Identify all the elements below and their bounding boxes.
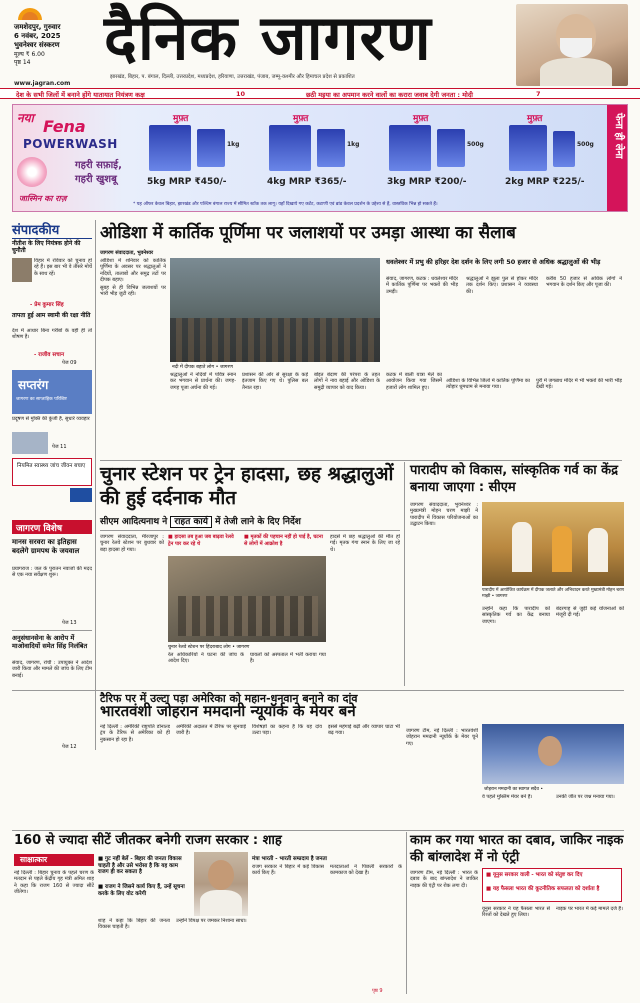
story3-photo xyxy=(482,502,624,586)
modi-photo xyxy=(516,4,628,86)
page-count: पृष्ठ 14 xyxy=(14,59,31,66)
interview-bullet1: ■ गुट नहीं बेलें - बिहार की जनता विकास चाहती है और उसे भरोसा है कि यह काम राजग ही कर सकता है xyxy=(98,856,182,876)
headline-shah[interactable]: 160 से ज्यादा सीटें जीतकर बनेगी राजग सरकार : शाह xyxy=(14,833,282,848)
pack-free-weight: 500g xyxy=(577,141,594,148)
story4-col1: नई दिल्ली : अमेरिकी राष्ट्रपति डोनाल्ड ट्रंप के टैरिफ से अमेरिका को ही नुकसान हो रहा है। xyxy=(100,724,170,743)
saptrang-photo xyxy=(12,432,48,454)
story2-photo xyxy=(168,556,326,642)
page-ref: पेज 09 xyxy=(62,360,77,366)
story1-col7: पुरी में जगन्नाथ मंदिर में भी भक्तों की भारी भीड़ देखी गई। xyxy=(536,378,622,391)
story6-col1: नई दिल्ली : बिहार चुनाव के पहले चरण के मतदान से पहले केंद्रीय गृह मंत्री अमित शाह ने कहा कि राजग 160 से ज्यादा सीटें जीतेगा। xyxy=(14,870,94,896)
subhead-part1: सीएम आदित्यनाथ ने xyxy=(100,517,168,527)
story1-col2: श्रद्धालुओं ने नदियों में पवित्र स्नान कर भगवान से प्रार्थना की। जगह-जगह पूजा अर्चना की गई। xyxy=(170,372,236,391)
ad-tag2: गहरी खुशबू xyxy=(75,174,117,185)
ad-pack-4 xyxy=(505,111,605,199)
story5-photo-caption: जोहरान ममदानी का स्वागत सदैव • xyxy=(484,787,544,792)
edition: भुवनेश्वर संस्करण xyxy=(14,41,60,49)
story2-col3: हादसे में छह श्रद्धालुओं की मौत हो गई। मृतक गंगा स्नान के लिए जा रहे थे। xyxy=(330,534,400,553)
city-date: जमशेदपुर, गुरुवार xyxy=(14,23,61,31)
strip-left-text[interactable]: देश के सभी जिलों में बनाने होंगे यातायात नियंत्रण कक्ष xyxy=(16,91,145,99)
story3-col3: बंदरगाह से जुड़ी कई योजनाओं को मंजूरी दी गई। xyxy=(556,606,624,619)
ad-pack-2 xyxy=(265,111,375,199)
story3-photo-caption: पारादीप में आयोजित कार्यक्रम में दीपक जलाते और अभिवादन करते मुख्यमंत्री मोहन चरण माझी • जागरण xyxy=(482,588,624,599)
ad-new-badge: नया xyxy=(17,111,34,125)
pack-price: 2kg MRP ₹225/- xyxy=(505,177,585,187)
story6-col5: मतदाताओं ने पिछली सरकारों के कामकाज को देखा है। xyxy=(330,864,402,877)
editorial-item1-title[interactable]: नीतीश के लिए नियंत्रक होने की चुनौती xyxy=(12,240,81,254)
issue-date: 6 नवंबर, 2025 xyxy=(14,32,61,40)
free-label: मुफ़्त xyxy=(173,114,189,124)
columnist-photo xyxy=(12,258,32,282)
fena-ad[interactable] xyxy=(12,104,628,212)
pack-free-weight: 500g xyxy=(467,141,484,148)
story2-bullet1: ■ हादसा तब हुआ जब बाढ़वा रेलवे ट्रेन पार कर रहे थे xyxy=(168,534,234,547)
story3-col1: जागरण संवाददाता, भुवनेश्वर : मुख्यमंत्री मोहन चरण माझी ने पारादीप में विकास परियोजनाओं का उद्घाटन किया। xyxy=(410,502,478,528)
story7-col1: जागरण टीम, नई दिल्ली : भारत के दबाव के बाद बांग्लादेश ने जाकिर नाइक की एंट्री पर रोक लगा दी। xyxy=(410,870,478,889)
story2-col1: जागरण संवाददाता, मीरजापुर : चुनार रेलवे स्टेशन पर बुधवार को बड़ा हादसा हो गया। xyxy=(100,534,164,553)
story2-photo-caption: चुनार रेलवे स्टेशन पर हिंदराबाद लोग • जागरण xyxy=(168,645,250,650)
story6-col3: उन्होंने विपक्ष पर जमकर निशाना साधा। xyxy=(176,918,247,924)
story4-col2: अमेरिकी अदालत में टैरिफ पर सुनवाई जारी है। xyxy=(176,724,246,737)
author2: - राजीव सचान xyxy=(34,352,65,358)
interview-bullet2: ■ राजग ने जिसने कार्य किए हैं, उन्हें सूचना करके के लिए वोट करेगी xyxy=(98,884,185,897)
website[interactable]: www.jagran.com xyxy=(14,80,71,87)
sun-logo-icon xyxy=(16,6,44,20)
vishesh-text: प्रयागराज : जल के पुरातन नवाजों की मदद से एक नया सर्वेक्षण शुरू। xyxy=(12,566,92,579)
item2-text: देश में आधार बिना गरीबों के वही ही तो शोषण है। xyxy=(12,328,92,341)
newspaper-title: दैनिक जागरण xyxy=(104,1,432,74)
side-story-col3: करीब 50 हजार से अधिक लोगों ने भगवान के दर्शन किए और पूजा की। xyxy=(546,276,622,289)
ad-right-tag xyxy=(607,105,628,212)
pack-price: 3kg MRP ₹200/- xyxy=(387,177,467,187)
headline-paradip[interactable]: पारादीप को विकास, सांस्कृतिक गर्व का केंद्र बनाया जाएगा : सीएम xyxy=(410,463,619,495)
story1-col3: प्रशासन की ओर से सुरक्षा के कड़े इंतजाम किए गए थे। पुलिस बल तैनात रहा। xyxy=(242,372,308,391)
story2-bullet2: ■ मृतकों की पहचान नहीं हो पाई है, घटना से लोगों में आक्रोश है xyxy=(244,534,323,547)
story3-col2: उन्होंने कहा कि पारादीप को सांस्कृतिक गर्व का केंद्र बनाया जाएगा। xyxy=(482,606,550,625)
interview-tag-text: साक्षात्कार xyxy=(20,855,48,864)
ad-pack-3 xyxy=(385,111,495,199)
item3-title[interactable]: अनुसंधानसेना के आरोप में माओवादियों समेत सिंह निलंबित xyxy=(12,634,88,650)
headline-strip xyxy=(0,88,640,99)
ad-sub: POWERWASH xyxy=(23,137,118,151)
tata-logo xyxy=(70,488,92,502)
headline-chunar[interactable]: चुनार स्टेशन पर ट्रेन हादसा, छह श्रद्धालुओं की हुई दर्दनाक मौत xyxy=(100,463,394,509)
strip-right-text[interactable]: छठी मइया का अपमान करने वालों का करारा जवाब देगी जनता : मोदी xyxy=(306,91,473,99)
subhead-box: राहत कार्य xyxy=(170,516,212,528)
ad-pack-1 xyxy=(145,111,255,199)
headline-odisha[interactable]: ओडिशा में कार्तिक पूर्णिमा पर जलाशयों पर उमड़ा आस्था का सैलाब xyxy=(100,223,516,243)
ad-right-text: फेना ही लेना xyxy=(613,113,624,159)
story7-box-line2: ■ यह फैसला भारत की कूटनीतिक सफलता को दर्शाता है xyxy=(486,886,600,892)
pack-free-weight: 1kg xyxy=(227,141,240,148)
shah-photo xyxy=(194,852,248,916)
pack-price: 4kg MRP ₹365/- xyxy=(267,177,347,187)
story5-col3: वे पहले मुस्लिम मेयर बने हैं। xyxy=(482,794,533,800)
story5-photo xyxy=(482,724,624,784)
story1-col4: बोइत बंदाण की परंपरा के तहत लोगों ने नाव बहाई और ओडिशा के समुद्री व्यापार को याद किया। xyxy=(314,372,380,391)
side-story-col2: श्रद्धालुओं ने झूला पुल से होकर मंदिर तक दर्शन किए। प्रशासन ने व्यवस्था की। xyxy=(466,276,538,295)
free-label: मुफ़्त xyxy=(527,114,543,124)
side-story-col1: संवाद, जागरण, कटक : धवलेश्वर मंदिर में कार्तिक पूर्णिमा पर भक्तों की भीड़ उमड़ी। xyxy=(386,276,458,295)
story5-main-col: जागरण टीम, नई दिल्ली : भारतवंशी जोहरान ममदानी न्यूयॉर्क के मेयर चुने गए। xyxy=(406,728,478,747)
story6-continued: पृष्ठ 9 xyxy=(372,988,383,994)
story7-box-line1: ■ यूनुस सरकार वाली - भारत को संतुष्ट कर दिए xyxy=(486,872,583,878)
ad-footer: * यह ऑफर केवल बिहार, झारखंड और पश्चिम बंगाल राज्य में सीमित स्टॉक तक लागू। यहाँ दिखाये गए कटेंट, कटाणी एवं ब्रांड केवल प्रदर्शन के उद्देश्य से हैं, वास्तविक भिन्न हो सकते हैं। xyxy=(133,202,438,207)
story1-col5: कटक में बाली यात्रा मेले का आयोजन किया गया जिसमें हजारों लोग शामिल हुए। xyxy=(386,372,442,391)
pack-price: 5kg MRP ₹450/- xyxy=(147,177,227,187)
editorial-header: संपादकीय xyxy=(12,220,92,239)
free-label: मुफ़्त xyxy=(413,114,429,124)
digital-box[interactable] xyxy=(12,458,92,486)
saptrang-title: सप्तरंग xyxy=(18,378,49,392)
story6-col2: शाह ने कहा कि बिहार की जनता विकास चाहती है। xyxy=(98,918,170,931)
masthead xyxy=(0,0,640,98)
vishesh-title: जागरण विशेष xyxy=(16,524,63,534)
ad-tagline-left: जास्मिन का राज़ xyxy=(19,194,67,203)
story6-col4: राजग सरकार ने बिहार में कई विकास कार्य किए हैं। xyxy=(252,864,324,877)
vishesh-page: पेज 13 xyxy=(62,620,77,626)
story1-photo-caption: नदी में दीपक बहाते लोग • जागरण xyxy=(172,365,233,370)
pack-free-weight: 1kg xyxy=(347,141,360,148)
story4-col4: इससे महंगाई बढ़ी और व्यापार घाटा भी बढ़ गया। xyxy=(328,724,400,737)
vishesh-headline[interactable]: मानस सरवरा का इतिहास बदलेगे ग्रामपथ के जयवाल xyxy=(12,538,80,555)
story1-dateline: जागरण संवाददाता, भुवनेश्वर xyxy=(100,250,154,256)
saptrang-sub: जागरण का साप्ताहिक परिशिष्ट xyxy=(16,397,67,402)
vishesh-header xyxy=(12,520,92,534)
strip-right-page: 7 xyxy=(536,90,541,98)
saptrang-text: प्रदूषण से मुक्ति की कुंजी है, सुधारे व्यवहार xyxy=(12,416,90,422)
story4-col3: विशेषज्ञों का कहना है कि यह दांव उल्टा पड़ा। xyxy=(252,724,322,737)
story2-col4: रेल अधिकारियों ने घटना की जांच के आदेश दिए। xyxy=(168,652,244,665)
ad-brand: Fena xyxy=(43,117,86,136)
headline-naik[interactable]: काम कर गया भारत का दबाव, जाकिर नाइक की बांग्लादेश में नो एंट्री xyxy=(410,833,624,865)
price: मूल्य ₹ 6.00 xyxy=(14,51,45,58)
sidebar xyxy=(12,220,92,880)
interview-dateline: मंत्रा भारती - भारती सम्प्रदाय है जनता xyxy=(252,856,327,862)
story5-col4: उनकी जीत पर जश्न मनाया गया। xyxy=(556,794,615,800)
saptrang-page: पेज 11 xyxy=(52,444,67,450)
subhead-part2: में तेजी लाने के दिए निर्देश xyxy=(215,517,301,527)
side-story-headline[interactable]: धवलेश्वर में प्रभु की हरिहर देश दर्शन के लिए लगी 50 हजार से अधिक श्रद्धालुओं की भीड़ xyxy=(386,258,601,266)
ad-flower xyxy=(17,157,47,187)
story1-photo xyxy=(170,258,380,362)
saptrang-box[interactable] xyxy=(12,370,92,414)
item3-text: संवाद, जागरण, रांची : उपायुक्त ने आदेश जारी किया और मामले की जांच के लिए टीम बनाई। xyxy=(12,660,92,679)
story7-col3: नाइक पर भारत में कई मामले दर्ज हैं। xyxy=(556,906,623,912)
item3-page: पेज 12 xyxy=(62,744,77,750)
strip-left-page: 10 xyxy=(236,90,246,98)
digital-text: नियमित स्वास्थ्य जांच जीवन बचाए xyxy=(17,463,86,469)
interview-tag xyxy=(14,854,94,866)
story2-col5: घायलों को अस्पताल में भर्ती कराया गया है। xyxy=(250,652,326,665)
subhead-chunar xyxy=(100,514,400,527)
editorial-text1: विहार में रविवार को चुनाव हो रहे हैं। इस बार भी वे तीसरे मोर्चे के साथ रहें। xyxy=(34,258,92,277)
publication-states: झारखंड, बिहार, प. बंगाल, दिल्ली, उत्तरप्रदेश, मध्यप्रदेश, हरियाणा, उत्तराखंड, पंजाब, जम्मू-कश्मीर और हिमाचल प्रदेश से प्रकाशित xyxy=(110,74,355,80)
author1: - प्रेम कुमार सिंह xyxy=(30,302,64,308)
free-label: मुफ़्त xyxy=(293,114,309,124)
ad-tag1: गहरी सफ़ाई, xyxy=(75,160,122,171)
headline-tariff[interactable]: टैरिफ पर में उल्टा पड़ा अमेरिका को महान-धनवान बनाने का दांव xyxy=(100,692,358,705)
story7-col2: यूनुस सरकार ने यह फैसला भारत से रिश्तों को देखते हुए लिया। xyxy=(482,906,550,919)
item2-title[interactable]: तापता हुई आम स्वामी की रक्षा नीति xyxy=(12,312,91,319)
story7-box xyxy=(482,868,622,902)
story1-col1: ओडिशा में शनिवार को कार्तिक पूर्णिमा के अवसर पर श्रद्धालुओं ने नदियों, तालाबों और समुद्र तटों पर दीपक बहाए। सुबह से ही विभिन्न जलाशयों पर भारी भीड़ जुटी रही। xyxy=(100,258,166,298)
story1-col6: ओडिशा के विभिन्न जिलों में कार्तिक पूर्णिमा का त्योहार धूमधाम से मनाया गया। xyxy=(446,378,530,391)
headline-mamdani[interactable]: भारतवंशी जोहरान ममदानी न्यूयॉर्क के मेयर बने xyxy=(100,702,356,720)
